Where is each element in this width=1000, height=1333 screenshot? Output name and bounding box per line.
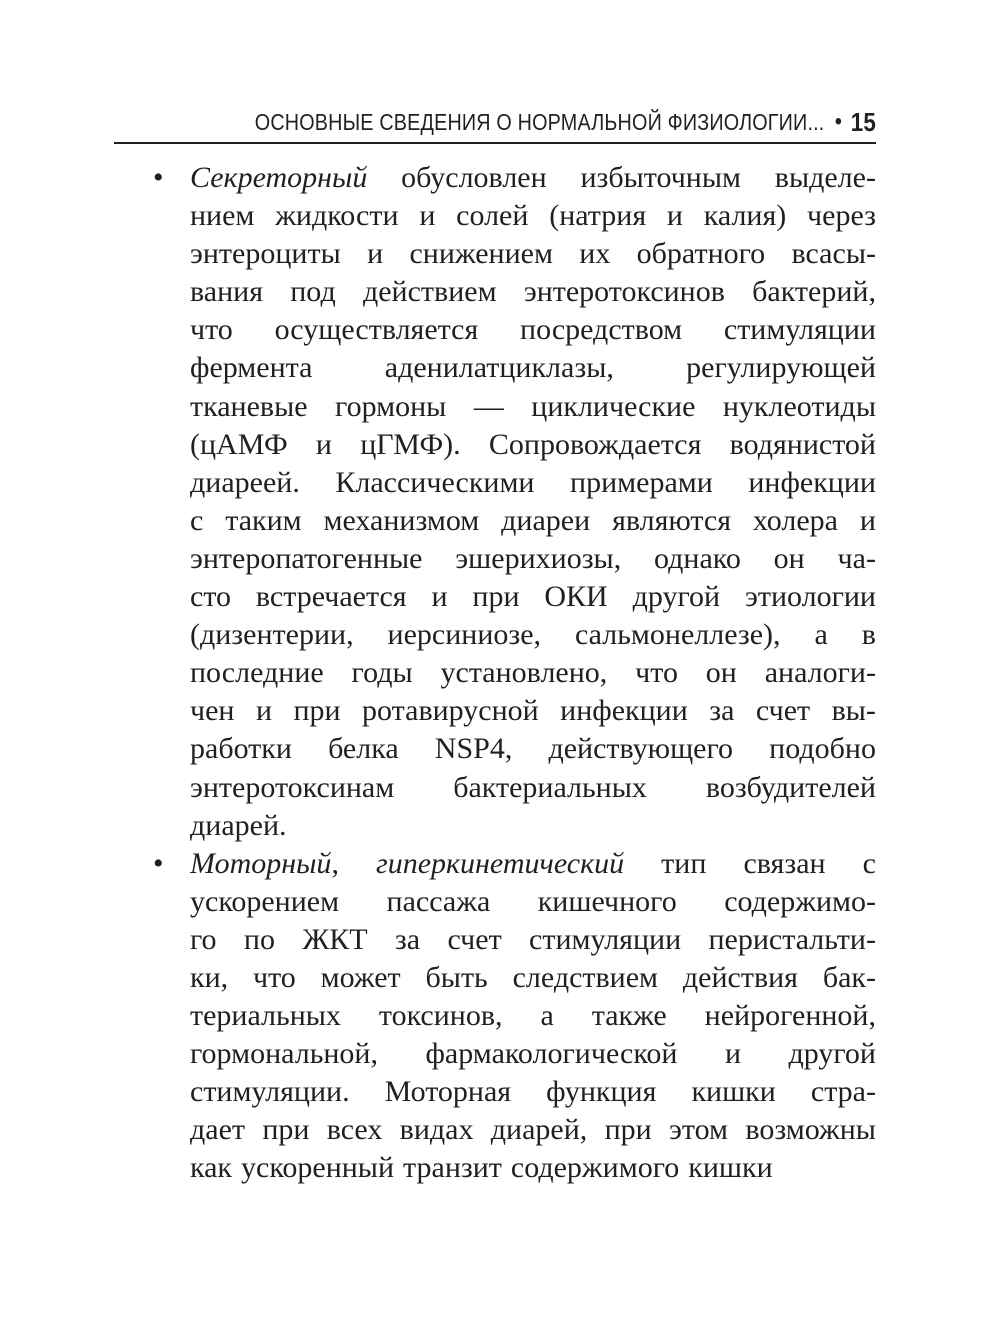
word: что bbox=[635, 656, 678, 690]
word: с bbox=[190, 503, 204, 537]
word: стимуляции bbox=[723, 313, 876, 347]
text-line bbox=[190, 235, 876, 273]
word: фермента bbox=[190, 351, 313, 385]
emphasized-term bbox=[376, 845, 624, 883]
text-line bbox=[190, 464, 876, 502]
word: видах bbox=[399, 1113, 474, 1147]
bullet-item bbox=[130, 159, 876, 845]
word: может bbox=[320, 960, 401, 994]
header-separator-bullet: • bbox=[834, 108, 843, 135]
word: возбудителей bbox=[705, 770, 876, 804]
text-line bbox=[190, 616, 876, 654]
word: выделе- bbox=[774, 161, 876, 194]
word: холера bbox=[752, 503, 838, 537]
page-number: 15 bbox=[850, 106, 876, 137]
text-line bbox=[190, 197, 876, 235]
word: фармакологической bbox=[425, 1037, 678, 1071]
word: аналоги- bbox=[764, 656, 876, 690]
word: инфекции bbox=[748, 465, 876, 499]
word: годы bbox=[351, 656, 413, 690]
running-title: ОСНОВНЫЕ СВЕДЕНИЯ О НОРМАЛЬНОЙ ФИЗИОЛОГИИ... bbox=[254, 108, 825, 135]
word: белка bbox=[328, 732, 399, 766]
text-line bbox=[190, 388, 876, 426]
word: и bbox=[367, 237, 384, 271]
word: вания bbox=[190, 275, 263, 309]
word: энтеропатогенные bbox=[190, 541, 423, 575]
text-line bbox=[190, 730, 876, 768]
word: ускорением bbox=[190, 884, 340, 918]
word: бак- bbox=[822, 960, 876, 994]
word: содержимого bbox=[510, 1151, 680, 1185]
word: гормоны bbox=[335, 389, 447, 423]
word: — bbox=[473, 389, 504, 423]
word: (дизентерии, bbox=[190, 618, 354, 652]
word: обусловлен bbox=[401, 161, 547, 194]
word: токсинов, bbox=[378, 999, 503, 1033]
word: также bbox=[591, 999, 667, 1033]
word: эшерихиозы, bbox=[455, 541, 622, 575]
text-line bbox=[190, 273, 876, 311]
word: а bbox=[814, 618, 828, 652]
text-line bbox=[190, 426, 876, 464]
word: тип bbox=[661, 846, 707, 880]
word: сальмонеллезе), bbox=[575, 618, 781, 652]
text-line bbox=[190, 959, 876, 997]
word: чен bbox=[190, 694, 235, 728]
word: функция bbox=[546, 1075, 657, 1109]
word: действующего bbox=[548, 732, 734, 766]
word: он bbox=[705, 656, 737, 690]
word: их bbox=[579, 237, 611, 271]
word: тканевые bbox=[190, 389, 308, 423]
punctuation: , bbox=[331, 846, 339, 880]
word: го bbox=[190, 922, 217, 956]
word: обратного bbox=[636, 237, 766, 271]
emphasized-term bbox=[190, 845, 339, 883]
word: а bbox=[540, 999, 554, 1033]
text-line bbox=[190, 997, 876, 1035]
word: всасы- bbox=[791, 237, 876, 271]
word: примерами bbox=[570, 465, 713, 499]
word: и bbox=[666, 199, 683, 233]
word: диарей. bbox=[190, 808, 287, 842]
word: работки bbox=[190, 732, 292, 766]
page-body bbox=[130, 159, 876, 1188]
word: за bbox=[709, 694, 735, 728]
running-head bbox=[221, 103, 876, 141]
word: Моторная bbox=[384, 1075, 512, 1109]
word: и bbox=[255, 694, 272, 728]
word: связан bbox=[743, 846, 826, 880]
word: инфекции bbox=[560, 694, 688, 728]
word: и bbox=[859, 503, 876, 537]
word: Классическими bbox=[335, 465, 535, 499]
word: диареей. bbox=[190, 465, 300, 499]
word: являются bbox=[612, 503, 732, 537]
text-line bbox=[190, 349, 876, 387]
word: диарей, bbox=[490, 1113, 588, 1147]
word: ротавирусной bbox=[362, 694, 539, 728]
word: ЖКТ bbox=[302, 922, 368, 956]
word: содержимо- bbox=[724, 884, 876, 918]
word: бактериальных bbox=[453, 770, 647, 804]
word: энтероциты bbox=[190, 237, 341, 271]
word: NSP4, bbox=[434, 732, 513, 766]
word: всех bbox=[326, 1113, 383, 1147]
word: другой bbox=[788, 1037, 876, 1071]
word: гормональной, bbox=[190, 1037, 378, 1071]
word: стимуляции bbox=[529, 922, 682, 956]
text-line bbox=[190, 654, 876, 692]
word: как bbox=[190, 1151, 233, 1185]
word: энтеротоксинов bbox=[523, 275, 725, 309]
word: пассажа bbox=[386, 884, 491, 918]
word: водянистой bbox=[729, 427, 876, 461]
word: этиологии bbox=[744, 580, 876, 614]
text-line bbox=[190, 1149, 876, 1187]
word: транзит bbox=[403, 1151, 502, 1185]
text-line bbox=[190, 1073, 876, 1111]
word: механизмом bbox=[323, 503, 480, 537]
text-line bbox=[190, 692, 876, 730]
text-line bbox=[190, 159, 876, 197]
word: избыточным bbox=[580, 161, 741, 194]
word: что bbox=[253, 960, 296, 994]
word: через bbox=[807, 199, 876, 233]
word: другой bbox=[632, 580, 721, 614]
word: перистальти- bbox=[708, 922, 876, 956]
word: аденилатциклазы, bbox=[384, 351, 614, 385]
word: в bbox=[861, 618, 876, 652]
word: и bbox=[431, 580, 448, 614]
word: солей bbox=[456, 199, 529, 233]
word: возможны bbox=[745, 1113, 876, 1147]
text-line bbox=[190, 1111, 876, 1149]
emphasized-term-text: Моторный bbox=[190, 846, 332, 880]
word: кишки bbox=[691, 1075, 776, 1109]
word: цГМФ). bbox=[360, 427, 461, 461]
word: ОКИ bbox=[544, 580, 608, 614]
word: нием bbox=[190, 199, 255, 233]
word: счет bbox=[447, 922, 502, 956]
bullet-item bbox=[130, 845, 876, 1188]
word: при bbox=[604, 1113, 652, 1147]
text-line bbox=[190, 883, 876, 921]
word: Сопровождается bbox=[488, 427, 702, 461]
word: он bbox=[773, 541, 805, 575]
emphasized-term-text: Секреторный bbox=[190, 161, 368, 194]
word: по bbox=[243, 922, 275, 956]
word: действия bbox=[682, 960, 798, 994]
word: посредством bbox=[520, 313, 683, 347]
word: бактерий, bbox=[752, 275, 876, 309]
word: ча- bbox=[837, 541, 876, 575]
word: кишки bbox=[688, 1151, 773, 1185]
header-rule bbox=[114, 142, 876, 144]
word: и bbox=[315, 427, 332, 461]
word: (натрия bbox=[549, 199, 647, 233]
text-line bbox=[190, 921, 876, 959]
word: стра- bbox=[810, 1075, 876, 1109]
word: диареи bbox=[501, 503, 591, 537]
word: циклические bbox=[531, 389, 696, 423]
word: териальных bbox=[190, 999, 341, 1033]
text-line bbox=[190, 1035, 876, 1073]
word: действием bbox=[362, 275, 497, 309]
emphasized-term bbox=[190, 159, 367, 197]
word: нейрогенной, bbox=[704, 999, 876, 1033]
word: следствием bbox=[512, 960, 659, 994]
word: снижением bbox=[409, 237, 553, 271]
word: быть bbox=[425, 960, 488, 994]
word: кишечного bbox=[537, 884, 677, 918]
word: дает bbox=[190, 1113, 246, 1147]
word: энтеротоксинам bbox=[190, 770, 395, 804]
bullet-marker: • bbox=[153, 846, 164, 880]
word: таким bbox=[225, 503, 302, 537]
text-line bbox=[190, 769, 876, 807]
word: калия) bbox=[703, 199, 787, 233]
word: однако bbox=[654, 541, 741, 575]
word: иерсиниозе, bbox=[387, 618, 542, 652]
word: последние bbox=[190, 656, 324, 690]
word: с bbox=[862, 846, 876, 880]
word: при bbox=[472, 580, 520, 614]
word: подобно bbox=[769, 732, 876, 766]
word: при bbox=[293, 694, 341, 728]
word: сто bbox=[190, 580, 232, 614]
word: нуклеотиды bbox=[722, 389, 876, 423]
word: установлено, bbox=[440, 656, 608, 690]
word: что bbox=[190, 313, 233, 347]
word: встречается bbox=[255, 580, 407, 614]
text-line bbox=[190, 845, 876, 883]
word: (цАМФ bbox=[190, 427, 288, 461]
word: за bbox=[394, 922, 421, 956]
word: ускоренный bbox=[241, 1151, 395, 1185]
word: стимуляции. bbox=[190, 1075, 350, 1109]
word: и bbox=[724, 1037, 741, 1071]
word: жидкости bbox=[275, 199, 399, 233]
emphasized-term-text: гиперкинетический bbox=[376, 846, 625, 880]
word: вы- bbox=[831, 694, 876, 728]
text-line bbox=[190, 578, 876, 616]
word: под bbox=[290, 275, 336, 309]
word: и bbox=[419, 199, 436, 233]
text-line bbox=[190, 807, 876, 845]
word: осуществляется bbox=[274, 313, 479, 347]
text-line bbox=[190, 311, 876, 349]
bullet-marker: • bbox=[153, 161, 164, 194]
text-line bbox=[190, 502, 876, 540]
word: счет bbox=[755, 694, 811, 728]
word: регулирующей bbox=[686, 351, 876, 385]
word: этом bbox=[669, 1113, 729, 1147]
word: ки, bbox=[190, 960, 229, 994]
text-line bbox=[190, 540, 876, 578]
word: при bbox=[262, 1113, 310, 1147]
